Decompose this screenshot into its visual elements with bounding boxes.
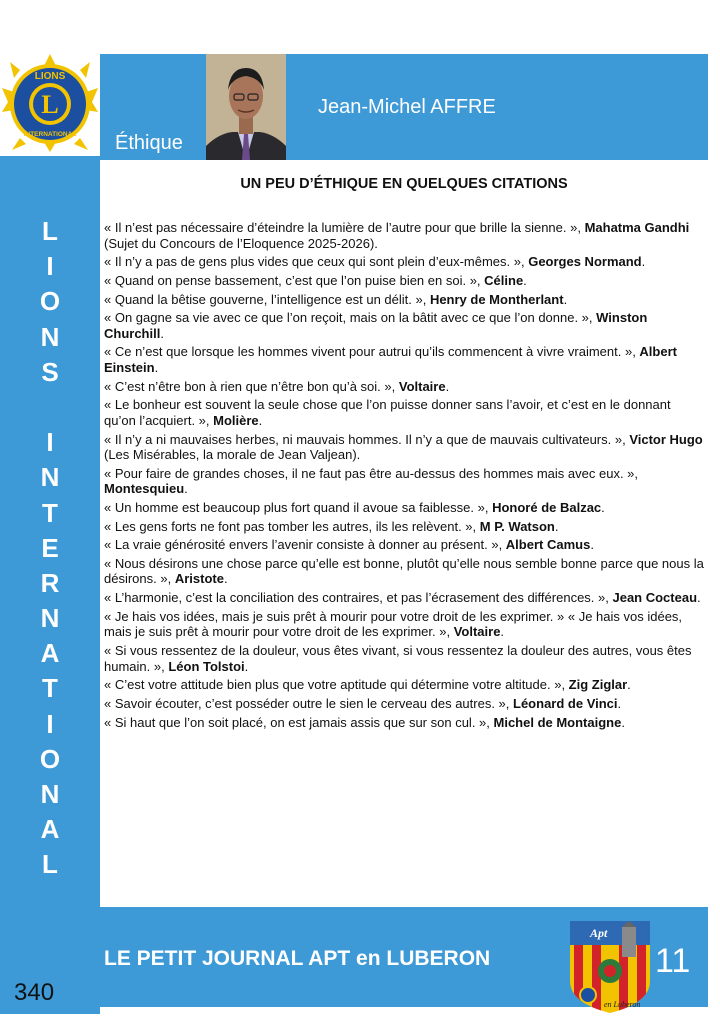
logo-top-text: LIONS <box>34 71 66 82</box>
quote-author: Molière <box>213 412 259 428</box>
quote-item <box>104 677 704 693</box>
quote-item <box>104 432 704 463</box>
quote-text: « Il n’est pas nécessaire d’éteindre la lumière de l’autre pour que brille la sienne. », <box>104 220 585 235</box>
quote-text: « Il n’y a ni mauvaises herbes, ni mauvais hommes. Il n’y a que de mauvais cultivateurs. », <box>104 431 630 447</box>
vertical-letter: I <box>46 251 54 282</box>
quote-author: Léonard de Vinci <box>513 695 618 711</box>
vertical-letter: S <box>41 356 59 387</box>
quote-author: Albert Einstein <box>104 344 677 375</box>
quote-author: Voltaire <box>453 624 501 640</box>
vertical-letter: I <box>46 427 54 458</box>
quote-text: « La vraie générosité envers l’avenir consiste à donner au présent. », <box>104 537 506 553</box>
quote-item <box>104 643 704 674</box>
quote-text: « Savoir écouter, c’est posséder outre le sien le cerveau des autres. », <box>104 695 514 711</box>
quote-tail: (Sujet du Concours de l’Eloquence 2025-2026). <box>104 235 378 251</box>
quote-item <box>104 273 704 289</box>
quote-tail: . <box>641 254 646 270</box>
quote-text: « Je hais vos idées, mais je suis prêt à mourir pour votre droit de les exprimer. » « Je hais vos idées, mais je suis prêt à mourir pour votre droit de les exprimer. », <box>104 608 683 640</box>
vertical-letter: T <box>42 673 58 704</box>
quote-item <box>104 310 704 341</box>
logo-center-letter: L <box>41 90 59 119</box>
quote-item <box>104 500 704 516</box>
vertical-letter: A <box>40 638 60 669</box>
quote-text: « Si vous ressentez de la douleur, vous êtes vivant, si vous ressentez la douleur des autres, vous êtes humain. », <box>104 643 692 674</box>
quote-author: Henry de Montherlant <box>429 291 564 307</box>
apt-crest-badge <box>570 921 650 1013</box>
author-photo <box>206 54 286 160</box>
quote-tail: . <box>500 624 505 640</box>
issue-number: 340 <box>14 979 55 1006</box>
quote-author: Georges Normand <box>528 254 642 270</box>
section-label: Éthique <box>115 132 183 154</box>
quote-text: « L’harmonie, c’est la conciliation des contraires, et pas l’écrasement des différences. », <box>104 590 613 606</box>
quote-text: « Pour faire de grandes choses, il ne faut pas être au-dessus des hommes mais avec eux. », <box>104 465 639 481</box>
quote-tail: . <box>627 677 631 693</box>
quote-author: Michel de Montaigne <box>493 714 622 730</box>
quote-author: Winston Churchill <box>104 310 648 341</box>
vertical-letter: N <box>40 462 60 493</box>
article-title: UN PEU D’ÉTHIQUE EN QUELQUES CITATIONS <box>240 176 568 192</box>
quote-author: Honoré de Balzac <box>492 499 602 515</box>
quote-text: « Il n’y a pas de gens plus vides que ceux qui sont plein d’eux-mêmes. », <box>104 254 529 270</box>
quote-item <box>104 696 704 712</box>
quote-author: Zig Ziglar <box>568 677 628 693</box>
badge-top-text: Apt <box>590 926 608 940</box>
quote-tail: . <box>554 518 559 534</box>
quote-author: M P. Watson <box>479 518 555 534</box>
page-number: 11 <box>655 942 691 980</box>
quote-item <box>104 254 704 270</box>
quote-item <box>104 519 704 535</box>
quote-item <box>104 292 704 308</box>
quote-text: « Quand la bêtise gouverne, l’intelligence est un délit. », <box>104 291 430 307</box>
quote-item <box>104 220 704 251</box>
badge-bottom-text: en Luberon <box>604 1000 641 1009</box>
quotes-list <box>104 220 704 733</box>
quote-tail: . <box>184 481 188 497</box>
quote-item <box>104 466 704 497</box>
quote-tail: . <box>617 695 622 711</box>
quote-text: « Nous désirons une chose parce qu’elle est bonne, plutôt qu’elle nous semble bonne parce que nous la désirons. », <box>104 555 704 587</box>
quote-text: « Si haut que l’on soit placé, on est jamais assis que sur son cul. », <box>104 714 494 730</box>
quote-author: Léon Tolstoi <box>168 658 245 674</box>
quote-author: Mahatma Gandhi <box>584 220 690 235</box>
vertical-letter: T <box>42 497 58 528</box>
quote-text: « Les gens forts ne font pas tomber les autres, ils les relèvent. », <box>104 518 480 534</box>
quote-tail: . <box>697 590 701 606</box>
quote-tail: . <box>563 291 568 307</box>
vertical-letter: O <box>39 743 61 774</box>
quote-text: « Ce n’est que lorsque les hommes vivent pour autrui qu’ils commencent à vivre vraiment. », <box>104 344 640 360</box>
quote-text: « Le bonheur est souvent la seule chose que l’on puisse donner sans l’avoir, et c’est en le donnant qu’on l’acquiert. », <box>104 397 671 428</box>
author-name: Jean-Michel AFFRE <box>318 96 496 118</box>
vertical-letter: L <box>42 216 58 246</box>
quote-author: Victor Hugo <box>629 431 703 447</box>
vertical-letter: E <box>41 532 59 563</box>
sidebar-top-spacer <box>0 0 100 52</box>
vertical-letter: L <box>42 849 58 880</box>
quote-tail: . <box>590 537 594 553</box>
lions-logo <box>0 52 100 156</box>
vertical-lions-international <box>28 214 72 883</box>
quote-tail: . <box>244 658 249 674</box>
quote-text: « On gagne sa vie avec ce que l’on reçoit, mais on la bâtit avec ce que l’on donne. », <box>104 310 597 326</box>
quote-item <box>104 609 704 640</box>
quote-item <box>104 715 704 731</box>
quote-item <box>104 397 704 428</box>
quote-tail: . <box>154 359 159 375</box>
vertical-letter: N <box>40 603 60 634</box>
quote-item <box>104 379 704 395</box>
quote-tail: . <box>258 412 263 428</box>
quote-author: Céline <box>484 272 524 288</box>
vertical-letter: I <box>46 708 54 739</box>
quote-item <box>104 344 704 375</box>
vertical-letter: N <box>40 779 60 809</box>
lions-logo-box <box>0 52 100 156</box>
quote-tail: . <box>523 272 527 288</box>
quote-tail: . <box>601 499 605 515</box>
quote-author: Jean Cocteau <box>612 590 698 606</box>
vertical-letter: A <box>40 814 60 845</box>
quote-text: « Quand on pense bassement, c’est que l’on puise bien en soi. », <box>104 272 485 288</box>
quote-tail: (Les Misérables, la morale de Jean Valjean). <box>104 447 361 462</box>
quote-text: « C’est votre attitude bien plus que votre aptitude qui détermine votre altitude. », <box>104 677 569 693</box>
quote-author: Albert Camus <box>505 537 591 553</box>
quote-text: « Un homme est beaucoup plus fort quand il avoue sa faiblesse. », <box>104 499 493 515</box>
journal-title: LE PETIT JOURNAL APT en LUBERON <box>104 947 491 970</box>
quote-text: « C’est n’être bon à rien que n’être bon qu’à soi. », <box>104 378 399 394</box>
quote-item <box>104 556 704 587</box>
vertical-letter: O <box>39 286 61 317</box>
quote-author: Voltaire <box>398 378 446 394</box>
vertical-letter: N <box>40 321 60 352</box>
quote-item <box>104 590 704 606</box>
quote-tail: . <box>621 714 625 730</box>
quote-tail: . <box>445 378 450 394</box>
quote-tail: . <box>160 325 164 341</box>
vertical-letter: R <box>40 567 60 598</box>
quote-item <box>104 537 704 553</box>
quote-author: Aristote <box>174 571 224 587</box>
quote-tail: . <box>223 571 228 587</box>
logo-bottom-text: INTERNATIONAL <box>23 131 77 138</box>
quote-author: Montesquieu <box>104 481 185 497</box>
vertical-gap <box>28 390 72 425</box>
